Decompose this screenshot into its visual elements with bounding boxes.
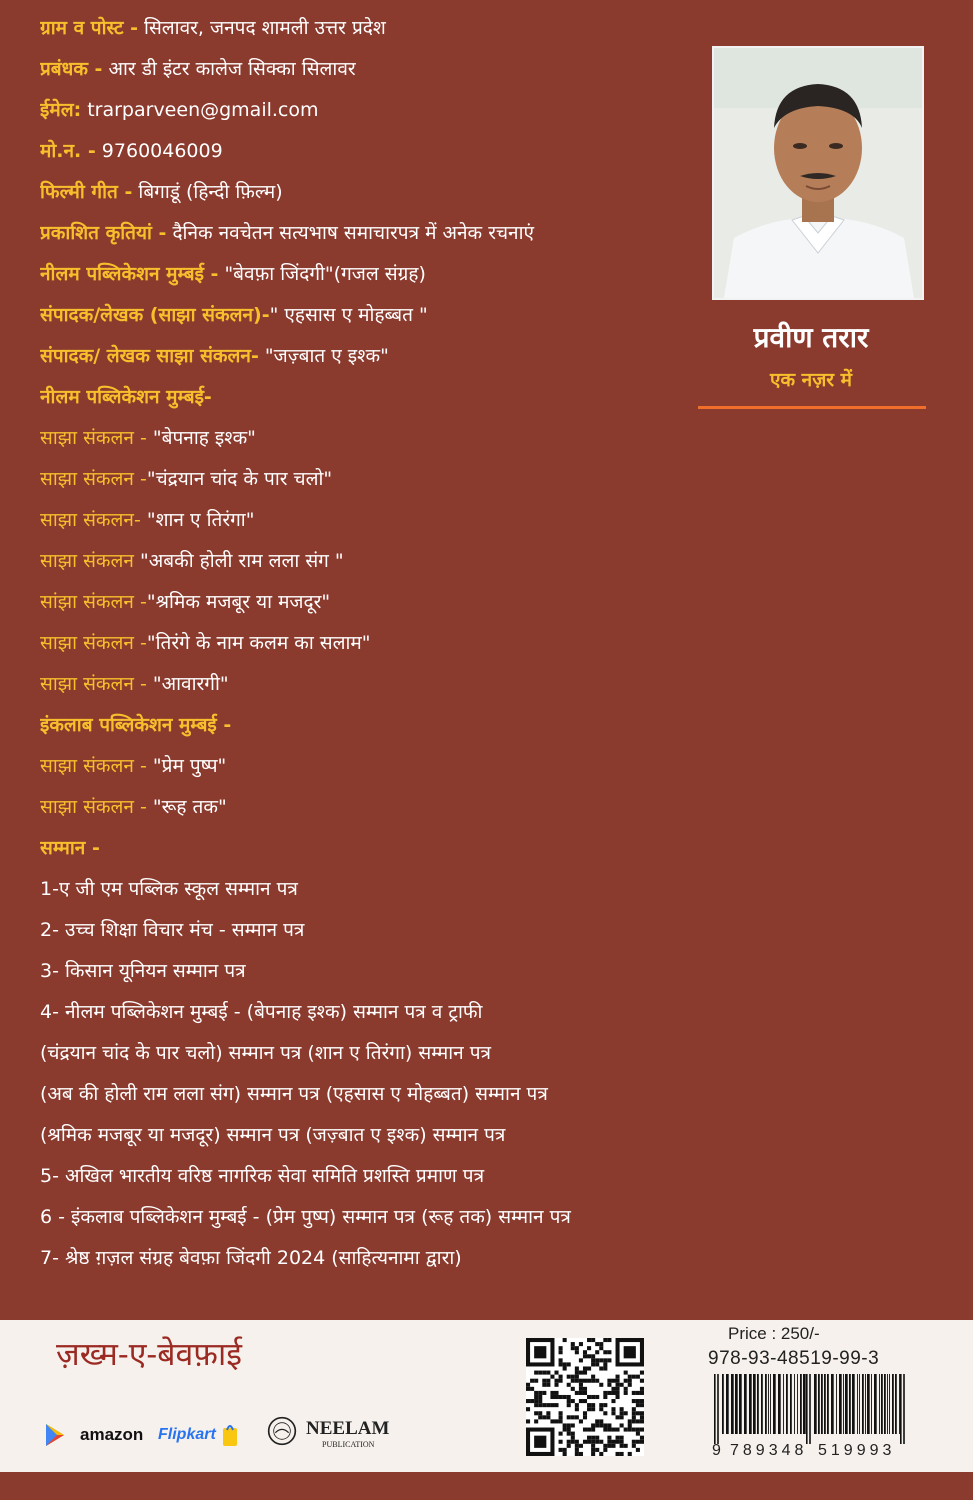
bio-line [40,459,700,500]
author-photo [712,46,924,300]
bio-line-value: बिगाडूं (हिन्दी फ़िल्म) [132,181,283,203]
bio-line-key: मो.न. - [40,140,96,162]
author-underline [698,406,926,409]
bio-line [40,500,700,541]
book-title: ज़ख्म-ए-बेवफ़ाई [56,1335,242,1373]
neelam-logo-sub: PUBLICATION [322,1440,375,1449]
bio-line [40,582,700,623]
bio-line-value: 9760046009 [95,140,223,162]
bio-line-value: 7- श्रेष्ठ ग़ज़ल संग्रह बेवफ़ा जिंदगी 2024 (साहित्यनामा द्वारा) [40,1247,462,1269]
bio-line [40,213,700,254]
bio-line-value: trarparveen@gmail.com [81,99,319,121]
bio-line [40,541,700,582]
bio-line [40,828,700,869]
bio-line-key: साझा संकलन- [40,509,141,531]
bio-line-value: दैनिक नवचेतन सत्यभाष समाचारपत्र में अनेक रचनाएं [166,222,535,244]
bio-line-key: संपादक/लेखक (साझा संकलन)- [40,304,270,326]
bio-line [40,746,700,787]
qr-code [526,1338,644,1456]
bio-line [40,131,700,172]
author-bio-list [40,8,700,1279]
bio-line [40,664,700,705]
bio-line-value: "आवारगी" [146,673,229,695]
isbn-label: 978-93-48519-99-3 [708,1348,880,1369]
bio-line-value: 2- उच्च शिक्षा विचार मंच - सम्मान पत्र [40,919,305,941]
bio-line-key: नीलम पब्लिकेशन मुम्बई- [40,386,212,408]
bio-line [40,1238,700,1279]
bio-line-key: साझा संकलन [40,550,134,572]
bio-line-key: ग्राम व पोस्ट - [40,17,138,39]
bio-line [40,787,700,828]
bio-line [40,1197,700,1238]
bio-line [40,705,700,746]
bio-line [40,992,700,1033]
bio-line-value: (चंद्रयान चांद के पार चलो) सम्मान पत्र (शान ए तिरंगा) सम्मान पत्र [40,1042,492,1064]
bio-line-key: प्रबंधक - [40,58,103,80]
bio-line [40,623,700,664]
bio-line [40,1115,700,1156]
bio-line-value: "बेवफ़ा जिंदगी"(गजल संग्रह) [218,263,426,285]
isbn-barcode [708,1374,908,1444]
bio-line-value: 4- नीलम पब्लिकेशन मुम्बई - (बेपनाह इश्क) सम्मान पत्र व ट्राफी [40,1001,483,1023]
bio-line-value: (अब की होली राम लला संग) सम्मान पत्र (एहसास ए मोहब्बत) सम्मान पत्र [40,1083,548,1105]
bio-line-value: "श्रमिक मजबूर या मजदूर" [146,591,331,613]
bio-line [40,49,700,90]
bio-line-value: 1-ए जी एम पब्लिक स्कूल सम्मान पत्र [40,878,298,900]
bio-line-key: साझा संकलन - [40,468,147,490]
bio-line-key: साझा संकलन - [40,755,147,777]
bio-line-value: आर डी इंटर कालेज सिक्का सिलावर [102,58,356,80]
bio-line [40,295,700,336]
author-subtitle: एक नज़र में [769,369,853,391]
flipkart-bag-icon [222,1420,238,1450]
bio-line-key: फिल्मी गीत - [40,181,133,203]
neelam-seal-icon [264,1416,300,1446]
bio-line [40,8,700,49]
bio-line-value: "अबकी होली राम लला संग " [133,550,344,572]
barcode-digit-right: 519993 [818,1442,896,1459]
bio-line [40,910,700,951]
bio-line-value: 6 - इंकलाब पब्लिकेशन मुम्बई - (प्रेम पुष्प) सम्मान पत्र (रूह तक) सम्मान पत्र [40,1206,571,1228]
footer-strip [0,1320,973,1472]
bottom-band [0,1472,973,1500]
bio-line-key: साझा संकलन - [40,632,147,654]
bio-line-key: ईमेल: [40,99,82,121]
bio-line [40,90,700,131]
flipkart-logo: Flipkart [158,1426,216,1443]
bio-line [40,1156,700,1197]
bio-line-value: " एहसास ए मोहब्बत " [269,304,428,326]
bio-line-key: प्रकाशित कृतियां - [40,222,167,244]
bio-line-value: सिलावर, जनपद शामली उत्तर प्रदेश [137,17,386,39]
bio-line [40,336,700,377]
bio-line-key: सांझा संकलन - [40,591,147,613]
bio-line-value: "रूह तक" [146,796,227,818]
bio-line-value: "प्रेम पुष्प" [146,755,227,777]
bio-line [40,1074,700,1115]
bio-line-value: 3- किसान यूनियन सम्मान पत्र [40,960,246,982]
bio-line [40,951,700,992]
bio-line-value: "जज़्बात ए इश्क" [258,345,389,367]
bio-line-key: इंकलाब पब्लिकेशन मुम्बई - [40,714,232,736]
play-store-icon [44,1420,66,1450]
bio-line-value: (श्रमिक मजबूर या मजदूर) सम्मान पत्र (जज़्बात ए इश्क) सम्मान पत्र [40,1124,506,1146]
author-name: प्रवीण तरार [753,321,869,354]
bio-line-key: साझा संकलन - [40,796,147,818]
price-label: Price : 250/- [728,1324,820,1343]
barcode-digit-left: 789348 [730,1442,808,1459]
bio-line-key: सम्मान - [40,837,100,859]
bio-line-key: साझा संकलन - [40,427,147,449]
bio-line [40,1033,700,1074]
bio-line-key: नीलम पब्लिकेशन मुम्बई - [40,263,219,285]
bio-line-value: "तिरंगे के नाम कलम का सलाम" [146,632,371,654]
bio-line-value: "चंद्रयान चांद के पार चलो" [146,468,333,490]
amazon-logo: amazon [80,1425,144,1444]
bio-line-value: "बेपनाह इश्क" [146,427,256,449]
bio-line [40,418,700,459]
bio-line [40,869,700,910]
bio-line-key: संपादक/ लेखक साझा संकलन- [40,345,259,367]
bio-line [40,377,700,418]
barcode-digit-lead: 9 [712,1442,721,1459]
bio-line-value: "शान ए तिरंगा" [140,509,255,531]
bio-line-key: साझा संकलन - [40,673,147,695]
bio-line [40,172,700,213]
bio-line-value: 5- अखिल भारतीय वरिष्ठ नागरिक सेवा समिति प्रशस्ति प्रमाण पत्र [40,1165,485,1187]
bio-line [40,254,700,295]
portrait-illustration [714,48,922,298]
neelam-logo: NEELAM [306,1418,390,1439]
